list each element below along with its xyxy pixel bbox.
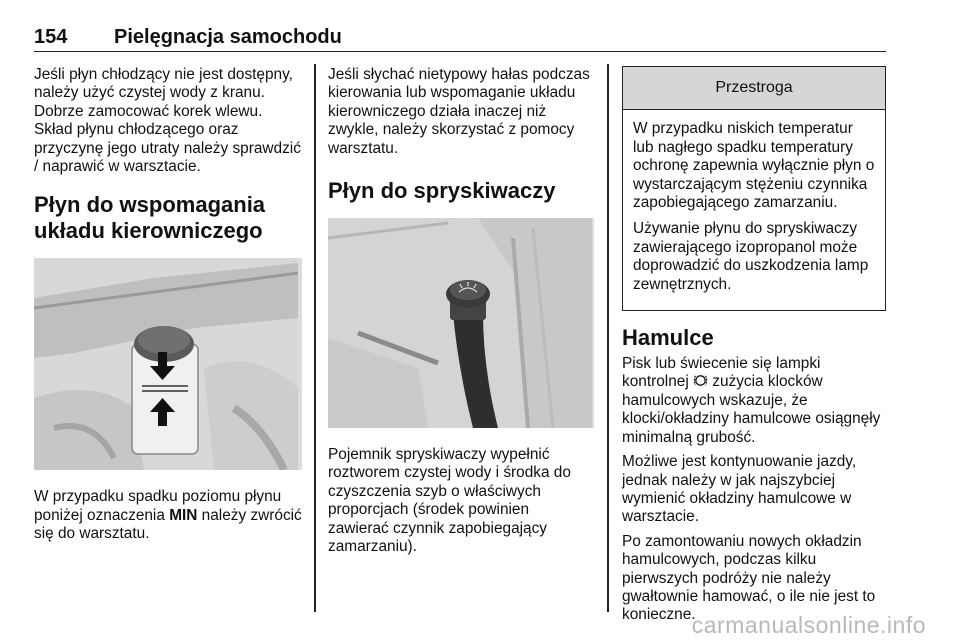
brakes-paragraph-1: Pisk lub świecenie się lampki kontrolnej zużycia klocków hamulcowych wskazuje, że klocki/okładziny hamulcowe osiągnęły minimalną grubość. [622,355,881,446]
brakes-paragraph-3: Po zamontowaniu nowych okładzin hamulcowych, podczas kilku pierwszych podróży nie należy gwałtownie hamować, o ile nie jest to konieczne. [622,532,876,624]
brakes-heading: Hamulce [622,325,714,351]
washer-fluid-caption: Pojemnik spryskiwaczy wypełnić roztworem czystej wody i środka do czyszczenia szyb o właściwych proporcjach (środek powinien zawierać czynnik zapobiegający zamarzaniu). [328,446,571,556]
washer-fluid-heading: Płyn do spryskiwaczy [328,178,556,204]
coolant-paragraph: Jeśli płyn chłodzący nie jest dostępny, należy użyć czystej wody z kranu. Dobrze zamocować korek wlewu. Skład płynu chłodzącego oraz przyczynę jego utraty należy sprawdzić / naprawić w warsztacie. [34,66,301,176]
washer-reservoir-image [328,218,594,428]
page-number: 154 [34,26,68,48]
steering-noise-paragraph: Jeśli słychać nietypowy hałas podczas kierowania lub wspomaganie układu kierowniczego działa inaczej niż zwykle, należy skorzystać z pomocy warsztatu. [328,66,590,157]
caution-title: Przestroga [623,67,885,110]
caution-box [622,66,886,311]
brake-pad-wear-icon [693,373,708,388]
column-right [622,66,888,635]
caution-paragraph-1: W przypadku niskich temperatur lub nagłego spadku temperatury ochronę zapewnia wyłącznie płyn o wystarczającym stężeniu czynnika zapobiegającego zamarzaniu. [633,120,875,212]
section-title: Pielęgnacja samochodu [114,26,342,48]
brakes-paragraph-2: Możliwe jest kontynuowanie jazdy, jednak należy w jak najszybciej wymienić okładziny hamulcowe w warsztacie. [622,453,857,526]
power-steering-heading: Płyn do wspomagania układu kierowniczego [34,192,266,244]
caution-paragraph-2: Używanie płynu do spryskiwaczy zawierającego izopropanol może doprowadzić do uszkodzenia lamp zewnętrznych. [633,220,869,293]
page-header [34,26,886,52]
column-left [34,66,302,554]
column-divider [314,64,316,612]
min-mark: MIN [169,506,198,524]
column-middle [328,66,594,566]
watermark: carmanualsonline.info [691,612,926,638]
column-divider [607,64,609,612]
power-steering-reservoir-image [34,258,302,470]
power-steering-caption: W przypadku spadku poziomu płynu poniżej oznaczenia MIN należy zwrócić się do warsztatu. [34,488,302,543]
